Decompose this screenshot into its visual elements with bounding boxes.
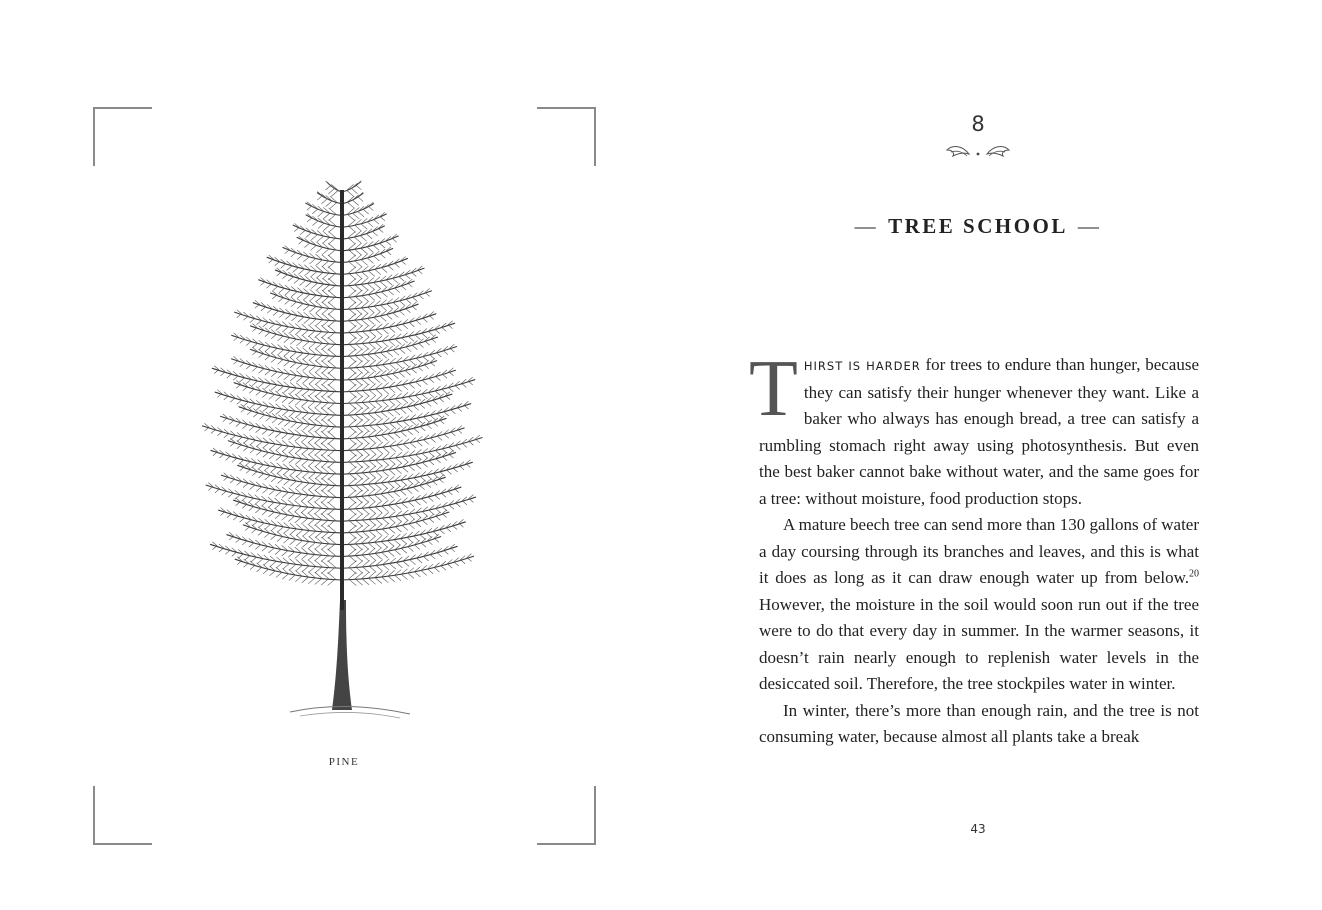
illustration-caption: PINE [328,756,360,768]
chapter-title-text: TREE SCHOOL [888,214,1068,238]
title-dash-left: — [854,214,879,238]
chapter-number: 8 [971,112,985,136]
pine-tree-illustration [200,180,490,730]
opening-smallcaps: HIRST IS HARDER [803,359,921,373]
page-number: 43 [970,822,986,836]
chapter-title [811,214,1145,239]
paragraph-1 [749,345,1199,512]
body-text [749,345,1199,751]
paragraph-3-text: In winter, there’s more than enough rain, and the tree is not consuming water, because almost all plants take a break [759,700,1199,746]
right-page [661,0,1322,910]
title-dash-right: — [1077,214,1102,238]
paragraph-3 [759,698,1199,751]
crop-mark-bottom-left [93,786,152,845]
paragraph-2 [759,512,1199,698]
paragraph-1-text: for trees to endure than hunger, because they can satisfy their hunger whenever they want. Like a baker who always has enough bread, a tree can satisfy a rumbling stomach right away using photosynthesis. But even the best baker cannot bake without water, and the same goes for a tree: without moisture, food production stops. [759,355,1199,508]
paragraph-2-text-b: However, the moisture in the soil would soon run out if the tree were to do that every day in summer. In the warmer seasons, it doesn’t rain nearly enough to replenish water levels in the desiccated soil. Therefore, the tree stockpiles water in winter. [759,594,1199,693]
paragraph-2-text-a: A mature beech tree can send more than 130 gallons of water a day coursing through its branches and leaves, and this is what it does as long as it can draw enough water up from below. [759,515,1199,587]
crop-mark-top-right [537,107,596,166]
drop-cap: T [749,345,798,433]
footnote-reference[interactable]: 20 [1189,568,1199,580]
crop-mark-bottom-right [537,786,596,845]
fleuron-ornament-icon [943,142,1013,162]
crop-mark-top-left [93,107,152,166]
